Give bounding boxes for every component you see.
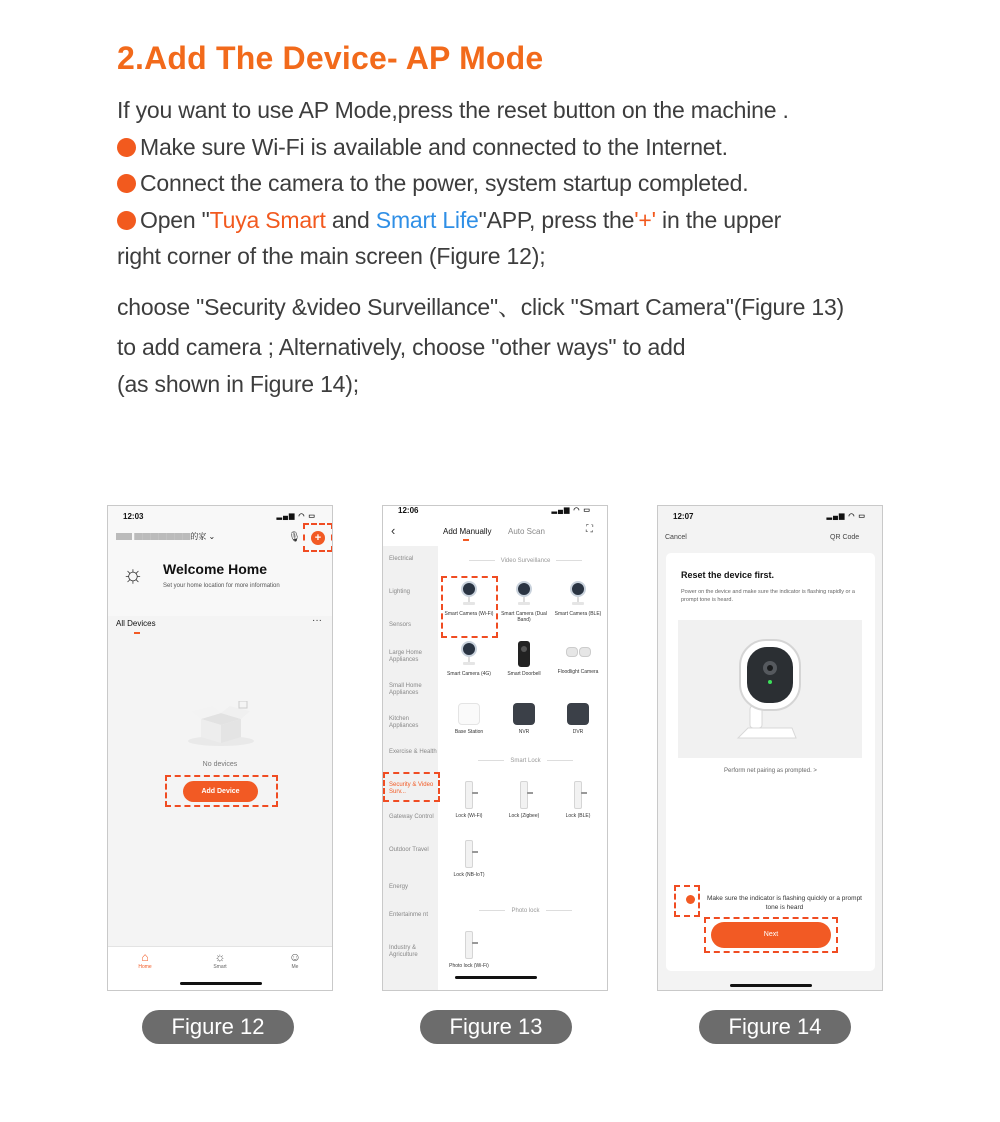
caption-figure-14: Figure 14 (699, 1010, 851, 1044)
and-text: and (325, 207, 376, 233)
item-photo-lock[interactable] (444, 931, 494, 969)
home-indicator (455, 976, 537, 979)
item-label: Smart Camera (Dual Band) (501, 611, 547, 623)
back-icon[interactable]: ‹ (391, 523, 396, 538)
home-selector[interactable] (116, 531, 215, 542)
item-label: Smart Camera (4G) (447, 671, 491, 677)
section-title: 2.Add The Device- AP Mode (117, 40, 544, 76)
lock-icon (574, 781, 582, 809)
category-sidebar (383, 546, 438, 991)
section-photo-lock: Photo lock (453, 908, 598, 914)
category-exercise[interactable]: Exercise & Health (389, 749, 437, 755)
sun-icon: ☼ (122, 561, 144, 588)
item-label: Base Station (454, 729, 484, 735)
floodlight-icon (565, 645, 591, 665)
bullet-wifi-text: Make sure Wi-Fi is available and connected to the Internet. (140, 134, 728, 160)
plus-symbol: '+' (634, 207, 656, 233)
category-kitchen[interactable]: Kitchen Appliances (389, 716, 419, 729)
para2-line2: to add camera ; Alternatively, choose "other ways" to add (117, 334, 686, 360)
item-dvr[interactable] (553, 703, 603, 735)
section-video-surveillance: Video Surveillance (453, 558, 598, 564)
item-smart-doorbell[interactable] (499, 641, 549, 677)
intro-line: If you want to use AP Mode,press the reset button on the machine . (117, 97, 789, 123)
item-label: Smart Camera (Wi-Fi) (444, 611, 494, 617)
item-label: Floodlight Camera (557, 669, 599, 675)
chevron-down-icon: ⌄ (208, 532, 216, 541)
status-time: 12:06 (398, 506, 419, 515)
highlight-next-frame (704, 917, 838, 953)
item-label: DVR (572, 729, 584, 735)
category-energy[interactable]: Energy (389, 884, 409, 890)
category-lighting[interactable]: Lighting (389, 589, 411, 595)
nav-home-label: Home (138, 964, 152, 970)
item-lock-nbiot[interactable] (444, 840, 494, 878)
category-outdoor[interactable]: Outdoor Travel (389, 847, 429, 853)
nav-home[interactable] (125, 950, 165, 970)
profile-icon: ☺ (288, 950, 302, 964)
bullet-wifi (117, 129, 728, 165)
home-name: 的家 (190, 532, 207, 541)
blurred-name-icon: ▇▇ ▇▇▇▇▇▇▇ (116, 532, 191, 541)
status-time: 12:03 (123, 512, 144, 521)
item-lock-ble[interactable] (553, 781, 603, 819)
highlight-smart-camera-frame (441, 576, 498, 638)
item-lock-zigbee[interactable] (499, 781, 549, 819)
category-industry[interactable]: Industry & Agriculture (389, 945, 418, 958)
scan-icon[interactable]: ⛶ (586, 524, 593, 535)
tab-add-manually[interactable]: Add Manually (443, 527, 492, 536)
item-label: Lock (Wi-Fi) (455, 813, 483, 819)
para2-line1: choose "Security &video Surveillance"、click "Smart Camera"(Figure 13) (117, 294, 845, 320)
highlight-security-frame (383, 772, 440, 802)
camera-icon (568, 581, 588, 607)
confirm-text: Make sure the indicator is flashing quickly or a prompt tone is heard (707, 895, 862, 911)
category-large-home[interactable]: Large Home Appliances (389, 650, 423, 663)
item-label: NVR (518, 729, 530, 735)
bullet-open-app-cont: right corner of the main screen (Figure 12); (117, 243, 546, 269)
figure-13-screenshot (382, 505, 608, 991)
status-bar (383, 505, 607, 519)
category-small-home[interactable]: Small Home Appliances (389, 683, 422, 696)
item-smart-camera-4g[interactable] (444, 641, 494, 677)
empty-box-icon (186, 701, 256, 746)
figure-14-screenshot (657, 505, 883, 991)
nav-smart-label: Smart (213, 964, 227, 970)
category-entertainment[interactable]: Entertainme nt (389, 912, 429, 918)
net-pairing-link[interactable]: Perform net pairing as prompted. > (724, 768, 817, 774)
location-hint[interactable]: Set your home location for more information (163, 583, 280, 589)
category-sensors[interactable]: Sensors (389, 622, 412, 628)
qr-code-button[interactable]: QR Code (830, 534, 860, 541)
category-gateway[interactable]: Gateway Control (389, 814, 434, 820)
reset-heading: Reset the device first. (681, 570, 775, 580)
item-smart-camera-dual[interactable] (499, 581, 549, 623)
lock-icon (465, 781, 473, 809)
item-label: Smart Camera (BLE) (554, 611, 602, 617)
home-indicator (180, 982, 262, 985)
highlight-plus-frame (303, 523, 333, 552)
category-security[interactable]: Security & Video Surv... (389, 782, 434, 795)
app-text: "APP, press the (478, 207, 635, 233)
camera-device-icon (678, 620, 862, 758)
bullet-dot-icon (117, 138, 136, 157)
cancel-button[interactable]: Cancel (665, 534, 687, 541)
status-bar (108, 511, 332, 525)
tab-indicator (134, 632, 140, 634)
item-label: Lock (NB-IoT) (453, 872, 485, 878)
home-icon: ⌂ (141, 950, 149, 964)
nav-me[interactable] (275, 950, 315, 970)
camera-icon (514, 581, 534, 607)
home-indicator (730, 984, 812, 987)
lock-icon (520, 781, 528, 809)
tab-indicator (463, 539, 469, 541)
signal-wifi-battery-icon: ▂▄▆ ◠ ▭ (826, 513, 866, 520)
caption-figure-12: Figure 12 (142, 1010, 294, 1044)
lock-icon (465, 840, 473, 868)
highlight-checkbox-frame (674, 885, 700, 917)
highlight-add-device-frame (165, 775, 278, 807)
figure-12-screenshot (107, 505, 333, 991)
caption-figure-13: Figure 13 (420, 1010, 572, 1044)
dvr-icon (567, 703, 589, 725)
add-plus-icon[interactable]: + (311, 531, 325, 545)
signal-wifi-battery-icon: ▂▄▆ ◠ ▭ (551, 507, 591, 514)
item-nvr[interactable] (499, 703, 549, 735)
signal-wifi-battery-icon: ▂▄▆ ◠ ▭ (276, 513, 316, 520)
nav-me-label: Me (291, 964, 299, 970)
more-icon[interactable]: ··· (312, 615, 322, 626)
doorbell-icon (518, 641, 530, 667)
reset-description: Power on the device and make sure the indicator is flashing rapidly or a prompt tone is heard. (681, 589, 855, 603)
item-lock-wifi[interactable] (444, 781, 494, 819)
nav-smart[interactable] (200, 950, 240, 970)
smart-life-name: Smart Life (375, 207, 479, 233)
item-label: Lock (BLE) (565, 813, 591, 819)
status-time: 12:07 (673, 512, 694, 521)
item-base-station[interactable] (444, 703, 494, 735)
item-label: Photo lock (Wi-Fi) (449, 963, 489, 969)
para2-line3: (as shown in Figure 14); (117, 371, 359, 397)
microphone-icon[interactable]: 🎙 (288, 532, 301, 543)
next-button[interactable]: Next (711, 922, 831, 948)
bullet-power-text: Connect the camera to the power, system startup completed. (140, 170, 749, 196)
tab-all-devices[interactable]: All Devices (116, 619, 156, 628)
no-devices-text: No devices (202, 761, 238, 768)
camera-icon (459, 641, 479, 667)
upper-text: in the upper (655, 207, 782, 233)
status-bar (658, 511, 882, 525)
camera-image-panel (678, 620, 862, 758)
item-label: Lock (Zigbee) (508, 813, 540, 819)
bullet-dot-icon (117, 211, 136, 230)
photo-lock-icon (465, 931, 473, 959)
section-smart-lock: Smart Lock (453, 758, 598, 764)
bullet-open-app (117, 202, 781, 238)
open-text: Open " (140, 207, 210, 233)
smart-sun-icon: ☼ (214, 950, 226, 964)
item-floodlight-camera[interactable] (553, 645, 603, 675)
bullet-power (117, 165, 748, 201)
nvr-icon (513, 703, 535, 725)
base-station-icon (458, 703, 480, 725)
item-label: Smart Doorbell (507, 671, 541, 677)
category-electrical[interactable]: Electrical (389, 556, 414, 562)
welcome-title: Welcome Home (163, 561, 267, 577)
item-smart-camera-ble[interactable] (553, 581, 603, 617)
tuya-smart-name: Tuya Smart (209, 207, 326, 233)
bullet-dot-icon (117, 174, 136, 193)
add-device-button[interactable]: Add Device (183, 781, 258, 802)
tab-auto-scan[interactable]: Auto Scan (508, 527, 545, 536)
